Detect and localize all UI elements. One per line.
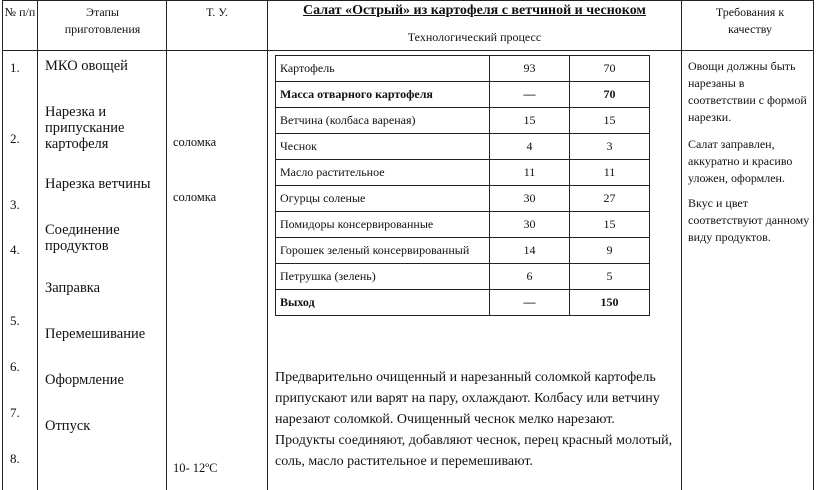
step-name: Заправка [45,280,101,296]
header-steps: Этапы приготовления [64,5,141,36]
step-name: Оформление [45,372,124,388]
table-row [276,290,650,316]
step-number: 1. [10,60,20,75]
grid-line [2,0,814,1]
requirement-text: Салат заправлен, аккуратно и красиво уложен, оформлен. [688,137,793,185]
step-number: 5. [10,313,20,328]
grid-line [681,0,682,490]
ingredients-table [275,55,650,316]
ingredient-net: 11 [570,160,650,186]
grid-line [2,0,3,490]
step-number: 7. [10,405,20,420]
ingredient-gross: — [490,290,570,316]
step-name: Отпуск [45,418,91,434]
table-row [276,264,650,290]
ingredient-gross: — [490,82,570,108]
table-row [276,82,650,108]
step-number: 4. [10,242,20,257]
ingredient-name: Чеснок [276,134,490,160]
ingredient-net: 70 [570,56,650,82]
ingredient-name: Помидоры консервированные [276,212,490,238]
step-name: Соединение продуктов [45,222,120,254]
ingredient-net: 70 [570,82,650,108]
ingredient-gross: 93 [490,56,570,82]
tu-value: соломка [173,135,217,149]
step-number: 3. [10,197,20,212]
ingredient-gross: 11 [490,160,570,186]
ingredient-net: 15 [570,108,650,134]
table-row [276,108,650,134]
step-number: 2. [10,131,20,146]
page-subtitle: Технологический процесс [407,30,542,44]
header-number: № п/п [4,5,36,19]
ingredient-gross: 14 [490,238,570,264]
ingredient-gross: 15 [490,108,570,134]
ingredient-gross: 4 [490,134,570,160]
ingredient-net: 9 [570,238,650,264]
process-description: Предварительно очищенный и нарезанный соломкой картофель припускают или варят на пару, охлаждают. Колбасу или ветчину нарезают соломкой. Очищенный чеснок мелко нарезают. Продукты соединяют, добавляют чеснок, перец красный молотый, соль, масло растительное и перемешивают. [275,370,673,469]
ingredient-gross: 6 [490,264,570,290]
ingredient-net: 27 [570,186,650,212]
ingredient-name: Масса отварного картофеля [276,82,490,108]
requirement-text: Вкус и цвет соответствуют данному виду продуктов. [688,196,810,244]
table-row [276,186,650,212]
step-name: Нарезка ветчины [45,176,151,192]
table-row [276,56,650,82]
table-row [276,160,650,186]
grid-line [166,0,167,490]
grid-line [2,50,814,51]
ingredient-name: Огурцы соленые [276,186,490,212]
ingredient-gross: 30 [490,186,570,212]
grid-line [267,0,268,490]
table-row [276,212,650,238]
ingredient-net: 3 [570,134,650,160]
ingredient-name: Петрушка (зелень) [276,264,490,290]
requirement-text: Овощи должны быть нарезаны в соответствии с формой нарезки. [688,59,807,124]
step-number: 6. [10,359,20,374]
ingredient-name: Масло растительное [276,160,490,186]
ingredient-net: 150 [570,290,650,316]
step-number: 8. [10,451,20,466]
tu-value: соломка [173,190,217,204]
ingredient-name: Картофель [276,56,490,82]
header-tu: Т. У. [206,5,228,19]
ingredient-name: Ветчина (колбаса вареная) [276,108,490,134]
ingredient-name: Горошек зеленый консервированный [276,238,490,264]
grid-line [37,0,38,490]
step-name: Нарезка и припускание картофеля [45,104,125,152]
header-requirements: Требования к качеству [715,5,785,36]
ingredient-net: 15 [570,212,650,238]
grid-line [813,0,814,490]
ingredient-gross: 30 [490,212,570,238]
step-name: МКО овощей [45,58,128,74]
ingredient-net: 5 [570,264,650,290]
tu-value: 10- 12ºС [173,461,218,475]
table-row [276,134,650,160]
step-name: Перемешивание [45,326,146,342]
ingredient-name: Выход [276,290,490,316]
table-row [276,238,650,264]
page-title: Салат «Острый» из картофеля с ветчиной и чесноком [303,3,646,18]
